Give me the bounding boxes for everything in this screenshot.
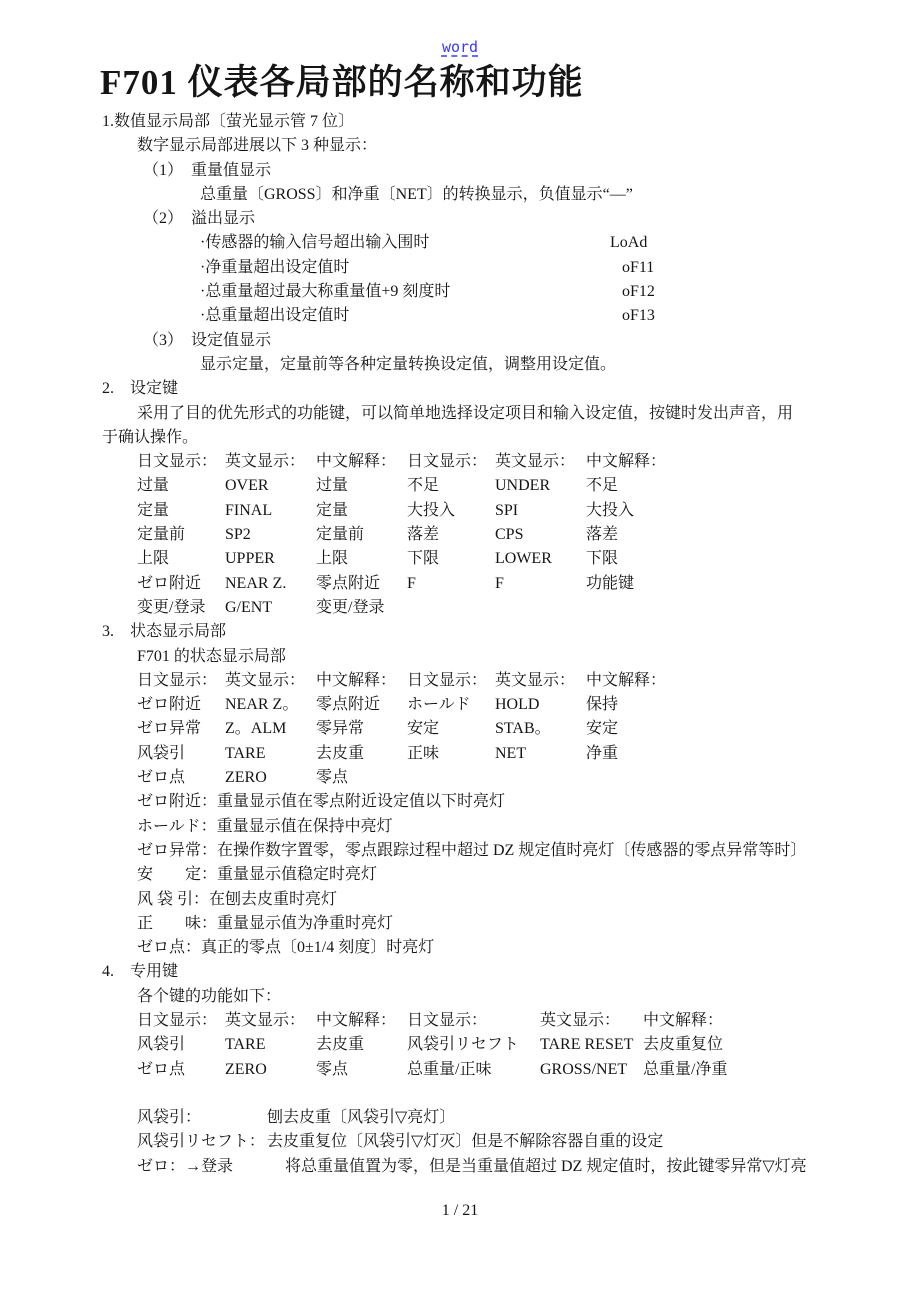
table-cell: ZERO <box>225 1060 267 1078</box>
table-cell: 英文显示： <box>225 671 306 689</box>
sec2-heading-text: 2. 设定键 <box>102 380 179 398</box>
sec1-item1-desc <box>0 183 920 207</box>
table-row <box>0 717 920 741</box>
sec3-sub-text: F701 的状态显示局部 <box>137 647 286 665</box>
table-cell: 上限 <box>137 550 170 568</box>
table-cell: 保持 <box>586 696 619 714</box>
note-label: 风袋引： <box>137 1109 202 1127</box>
table-cell: 总重量/净重 <box>643 1060 728 1078</box>
note-text: ゼロ异常：在操作数字置零，零点跟踪过程中超过 DZ 规定值时亮灯〔传感器的零点异常等时〕 <box>137 841 807 859</box>
sec2-para1 <box>0 402 920 426</box>
sec1-item3-desc-text: 显示定量，定量前等各种定量转换设定值，调整用设定值。 <box>200 355 617 373</box>
table-cell: 英文显示： <box>540 1011 621 1029</box>
table-cell: 净重 <box>586 744 619 762</box>
table-cell: LOWER <box>495 550 552 568</box>
table-cell: 落差 <box>586 526 619 544</box>
table-cell: 落差 <box>407 526 440 544</box>
sec1-item3-text: （3） 设定值显示 <box>143 331 272 349</box>
table-cell: Z。ALM <box>225 720 287 738</box>
display-code: oF12 <box>622 283 655 301</box>
table-cell: 变更/登录 <box>316 598 385 616</box>
table-cell: ゼロ异常 <box>137 720 202 738</box>
table-cell: 英文显示： <box>225 453 306 471</box>
note-text: 安 定：重量显示值稳定时亮灯 <box>137 866 378 884</box>
sec2-heading <box>0 377 920 401</box>
sec4-note <box>0 1155 920 1179</box>
table-cell: 日文显示： <box>407 453 488 471</box>
table-cell: 日文显示： <box>137 1011 218 1029</box>
sec1-heading <box>0 110 920 134</box>
note-text: 正 味：重量显示值为净重时亮灯 <box>137 914 394 932</box>
sec4-table-header-row <box>0 1009 920 1033</box>
page-title: F701 仪表各局部的名称和功能 <box>100 63 584 102</box>
table-cell: STAB。 <box>495 720 551 738</box>
table-row <box>0 693 920 717</box>
sec1-bullet <box>0 231 920 255</box>
table-cell: 零点附近 <box>316 696 381 714</box>
table-cell: SPI <box>495 501 519 519</box>
blank-line <box>0 1082 920 1106</box>
table-cell: 不足 <box>586 477 619 495</box>
table-cell: 定量前 <box>137 526 186 544</box>
table-cell: TARE <box>225 1036 266 1054</box>
sec1-intro-text: 数字显示局部进展以下 3 种显示： <box>137 137 378 155</box>
page-number: 1 / 21 <box>441 1202 479 1219</box>
note-text: ゼロ附近：重量显示值在零点附近设定值以下时亮灯 <box>137 793 506 811</box>
table-cell: 安定 <box>407 720 440 738</box>
bullet-text: ·净重量超出设定值时 <box>200 258 350 276</box>
table-cell: ゼロ点 <box>137 1060 186 1078</box>
table-cell: NET <box>495 744 527 762</box>
bullet-text: ·传感器的输入信号超出输入围时 <box>200 234 430 252</box>
document-body <box>0 110 920 1179</box>
table-cell: HOLD <box>495 696 540 714</box>
table-row <box>0 547 920 571</box>
sec1-item2-text: （2） 溢出显示 <box>143 210 256 228</box>
sec4-sub <box>0 985 920 1009</box>
table-cell: 风袋引リセフト <box>407 1036 519 1054</box>
sec1-item1-text: （1） 重量值显示 <box>143 161 272 179</box>
sec1-intro <box>0 134 920 158</box>
header <box>0 38 920 57</box>
note-text: 去皮重复位〔风袋引▽灯灭〕但是不解除容器自重的设定 <box>267 1133 664 1151</box>
sec3-note <box>0 888 920 912</box>
sec4-note <box>0 1130 920 1154</box>
table-cell: OVER <box>225 477 269 495</box>
display-code: oF13 <box>622 307 655 325</box>
table-cell: ゼロ附近 <box>137 696 202 714</box>
table-cell: NEAR Z. <box>225 574 287 592</box>
table-row <box>0 1033 920 1057</box>
sec3-sub <box>0 645 920 669</box>
sec3-note <box>0 790 920 814</box>
table-row <box>0 766 920 790</box>
table-cell: 日文显示： <box>137 453 218 471</box>
sec2-para2 <box>0 426 920 450</box>
table-cell: 英文显示： <box>495 671 576 689</box>
note-label: 风袋引リセフト： <box>137 1133 265 1151</box>
table-cell: 日文显示： <box>407 1011 488 1029</box>
sec1-bullet <box>0 256 920 280</box>
sec4-heading <box>0 960 920 984</box>
table-cell: 英文显示： <box>495 453 576 471</box>
table-cell: 日文显示： <box>407 671 488 689</box>
sec2-table-header-row <box>0 450 920 474</box>
table-cell: 日文显示： <box>137 671 218 689</box>
sec1-bullet <box>0 280 920 304</box>
table-cell: 定量 <box>316 501 349 519</box>
sec3-note <box>0 815 920 839</box>
table-row <box>0 1058 920 1082</box>
table-cell: 中文解释： <box>643 1011 724 1029</box>
table-cell: F <box>495 574 504 592</box>
sec3-table-header-row <box>0 669 920 693</box>
table-cell: CPS <box>495 526 524 544</box>
table-cell: 安定 <box>586 720 619 738</box>
table-row <box>0 596 920 620</box>
table-cell: 下限 <box>407 550 440 568</box>
table-cell: 中文解释： <box>586 453 667 471</box>
table-cell: ZERO <box>225 769 267 787</box>
table-cell: UNDER <box>495 477 551 495</box>
table-cell: 中文解释： <box>586 671 667 689</box>
note-text: 刨去皮重〔风袋引▽亮灯〕 <box>267 1109 456 1127</box>
table-cell: 不足 <box>407 477 440 495</box>
table-cell: F <box>407 574 416 592</box>
table-cell: 中文解释： <box>316 453 397 471</box>
table-cell: 英文显示： <box>225 1011 306 1029</box>
table-cell: UPPER <box>225 550 275 568</box>
table-cell: NEAR Z。 <box>225 696 299 714</box>
table-cell: ホールド <box>407 696 471 714</box>
table-row <box>0 572 920 596</box>
table-cell: 大投入 <box>586 501 635 519</box>
table-row <box>0 474 920 498</box>
sec3-note <box>0 936 920 960</box>
table-cell: 零点 <box>316 769 349 787</box>
sec3-note <box>0 839 920 863</box>
table-row <box>0 742 920 766</box>
table-cell: 变更/登录 <box>137 598 206 616</box>
sec4-sub-text: 各个键的功能如下： <box>137 987 282 1005</box>
sec3-note <box>0 912 920 936</box>
table-cell: G/ENT <box>225 598 273 616</box>
table-row <box>0 499 920 523</box>
note-text: 将总重量值置为零，但是当重量值超过 DZ 规定值时，按此键零异常▽灯亮 <box>285 1157 807 1175</box>
sec1-item2 <box>0 207 920 231</box>
sec1-item1-desc-text: 总重量〔GROSS〕和净重〔NET〕的转换显示，负值显示“—” <box>200 185 633 203</box>
table-cell: 上限 <box>316 550 349 568</box>
table-cell: 中文解释： <box>316 671 397 689</box>
bullet-text: ·总重量超出设定值时 <box>200 307 350 325</box>
table-cell: TARE <box>225 744 266 762</box>
word-link[interactable]: word <box>441 38 479 56</box>
sec1-heading-text: 1.数值显示局部〔萤光显示管 7 位〕 <box>102 113 355 130</box>
table-cell: 定量前 <box>316 526 365 544</box>
table-cell: 功能键 <box>586 574 635 592</box>
table-cell: 风袋引 <box>137 744 186 762</box>
sec3-heading <box>0 620 920 644</box>
table-cell: 下限 <box>586 550 619 568</box>
table-row <box>0 523 920 547</box>
table-cell: 过量 <box>316 477 349 495</box>
table-cell: 大投入 <box>407 501 456 519</box>
note-text: ゼロ点：真正的零点〔0±1/4 刻度〕时亮灯 <box>137 939 435 957</box>
table-cell: TARE RESET <box>540 1036 634 1054</box>
table-cell: 风袋引 <box>137 1036 186 1054</box>
note-text: 风 袋 引：在刨去皮重时亮灯 <box>137 890 338 908</box>
note-text: ホールド：重量显示值在保持中亮灯 <box>137 817 393 835</box>
table-cell: SP2 <box>225 526 251 544</box>
sec3-note <box>0 863 920 887</box>
table-cell: 零异常 <box>316 720 365 738</box>
table-cell: 零点附近 <box>316 574 381 592</box>
table-cell: FINAL <box>225 501 273 519</box>
table-cell: 总重量/正味 <box>407 1060 492 1078</box>
sec1-item3-desc <box>0 353 920 377</box>
sec4-heading-text: 4. 专用键 <box>102 963 179 981</box>
sec2-para2-text: 于确认操作。 <box>102 428 199 446</box>
table-cell: 过量 <box>137 477 170 495</box>
table-cell: 去皮重复位 <box>643 1036 724 1054</box>
note-label: ゼロ：→登录 <box>137 1157 234 1175</box>
sec1-bullet <box>0 304 920 328</box>
table-cell: GROSS/NET <box>540 1060 628 1078</box>
display-code: LoAd <box>610 234 648 252</box>
table-cell: 正味 <box>407 744 440 762</box>
sec3-heading-text: 3. 状态显示局部 <box>102 623 227 641</box>
sec2-para1-text: 采用了目的优先形式的功能键，可以简单地选择设定项目和输入设定值，按键时发出声音，用 <box>137 404 794 422</box>
table-cell: 去皮重 <box>316 1036 365 1054</box>
sec1-item3 <box>0 329 920 353</box>
table-cell: 定量 <box>137 501 170 519</box>
bullet-text: ·总重量超过最大称重量值+9 刻度时 <box>200 283 451 301</box>
table-cell: 去皮重 <box>316 744 365 762</box>
sec4-note <box>0 1106 920 1130</box>
table-cell: ゼロ附近 <box>137 574 202 592</box>
table-cell: 零点 <box>316 1060 349 1078</box>
table-cell: ゼロ点 <box>137 769 186 787</box>
sec1-item1 <box>0 159 920 183</box>
display-code: oF11 <box>622 258 655 276</box>
table-cell: 中文解释： <box>316 1011 397 1029</box>
